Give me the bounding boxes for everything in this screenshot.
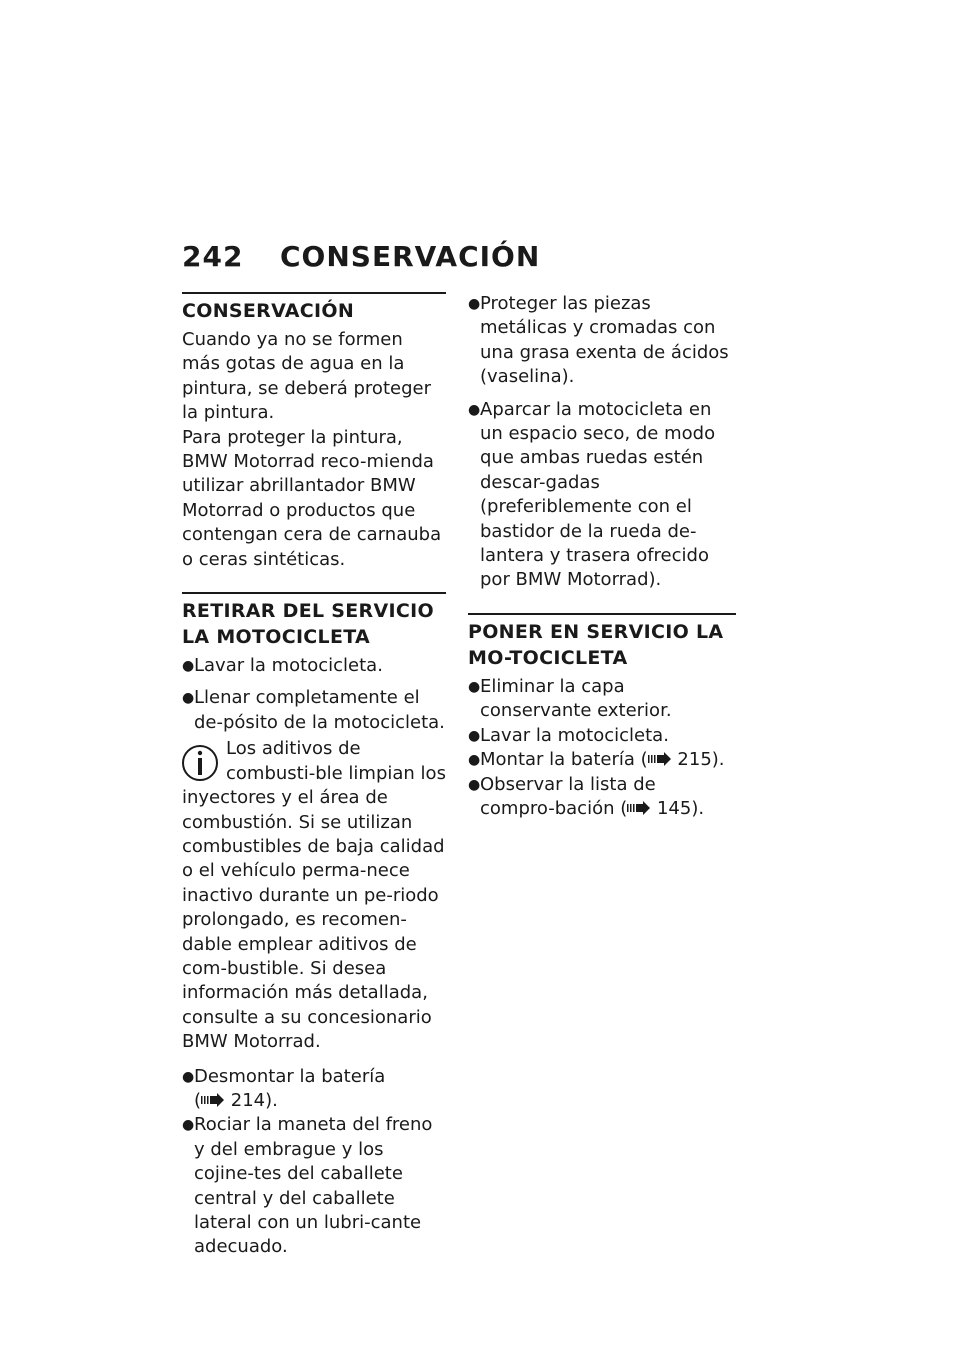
bullet-list — [182, 654, 446, 735]
bullet-icon: ● — [468, 401, 481, 418]
info-note — [182, 737, 446, 1054]
page-reference[interactable]: 214 — [230, 1089, 266, 1111]
bullet-list — [468, 675, 736, 821]
right-column — [468, 292, 736, 821]
chapter-title: CONSERVACIÓN — [280, 240, 541, 273]
bullet-list — [468, 292, 736, 593]
list-item: ● Montar la batería ( 215). — [468, 748, 736, 772]
list-item: ● Rociar la maneta del freno y del embrague y los cojine-tes del caballete central y del caballete lateral con un lubri-cante adecuado. — [182, 1114, 433, 1258]
bullet-icon: ● — [182, 1117, 195, 1134]
left-column — [182, 292, 446, 1268]
section-heading-conservacion: CONSERVACIÓN — [182, 292, 446, 324]
bullet-icon: ● — [182, 1068, 195, 1085]
list-item: ● Proteger las piezas metálicas y cromadas con una grasa exenta de ácidos (vaselina). — [468, 293, 729, 388]
bullet-icon: ● — [182, 690, 195, 707]
info-icon — [180, 741, 220, 785]
page-reference[interactable]: 215 — [677, 749, 712, 771]
list-item: ● Lavar la motocicleta. — [182, 654, 446, 678]
page-number: 242 — [182, 240, 244, 273]
section-heading-poner: PONER EN SERVICIO LA MO-TOCICLETA — [468, 613, 736, 671]
list-item: ● Observar la lista de compro-bación ( 145). — [468, 773, 705, 819]
bullet-icon: ● — [468, 776, 481, 793]
bullet-icon: ● — [182, 658, 195, 675]
paragraph: Para proteger la pintura, BMW Motorrad reco-mienda utilizar abrillantador BMW Motorrad o productos que contengan cera de carnauba o ceras sintéticas. — [182, 426, 442, 570]
arrow-reference-icon — [201, 1093, 225, 1107]
list-item: ● Aparcar la motocicleta en un espacio seco, de modo que ambas ruedas estén descar-gadas (preferiblemente con el bastidor de la rueda de-lantera y trasera ofrecido por BMW Motorrad). — [468, 398, 716, 591]
paragraph: Cuando ya no se formen más gotas de agua en la pintura, se deberá proteger la pintura. — [182, 329, 431, 424]
arrow-reference-icon — [627, 801, 651, 815]
list-item: ● Eliminar la capa conservante exterior. — [468, 675, 672, 722]
page-reference[interactable]: 145 — [656, 797, 692, 819]
arrow-reference-icon — [648, 752, 672, 766]
bullet-icon: ● — [468, 752, 481, 769]
list-item: ● Llenar completamente el de-pósito de la motocicleta. — [182, 687, 445, 733]
bullet-icon: ● — [468, 678, 481, 695]
list-item: ● Desmontar la batería ( 214). — [182, 1065, 386, 1111]
bullet-icon: ● — [468, 727, 481, 744]
list-item: ● Lavar la motocicleta. — [468, 724, 736, 748]
section-heading-retirar: RETIRAR DEL SERVICIO LA MOTOCICLETA — [182, 592, 446, 650]
bullet-icon: ● — [468, 296, 481, 312]
bullet-list — [182, 1065, 446, 1260]
info-note-text: Los aditivos de combusti-ble limpian los inyectores y el área de combustión. Si se utilizan combustibles de baja calidad o el vehículo perma-nece inactivo durante un pe-riodo prolongado, es recomen-dable emplear aditivos de com-bustible. Si desea información más detallada, consulte a su concesionario BMW Motorrad. — [182, 738, 446, 1053]
